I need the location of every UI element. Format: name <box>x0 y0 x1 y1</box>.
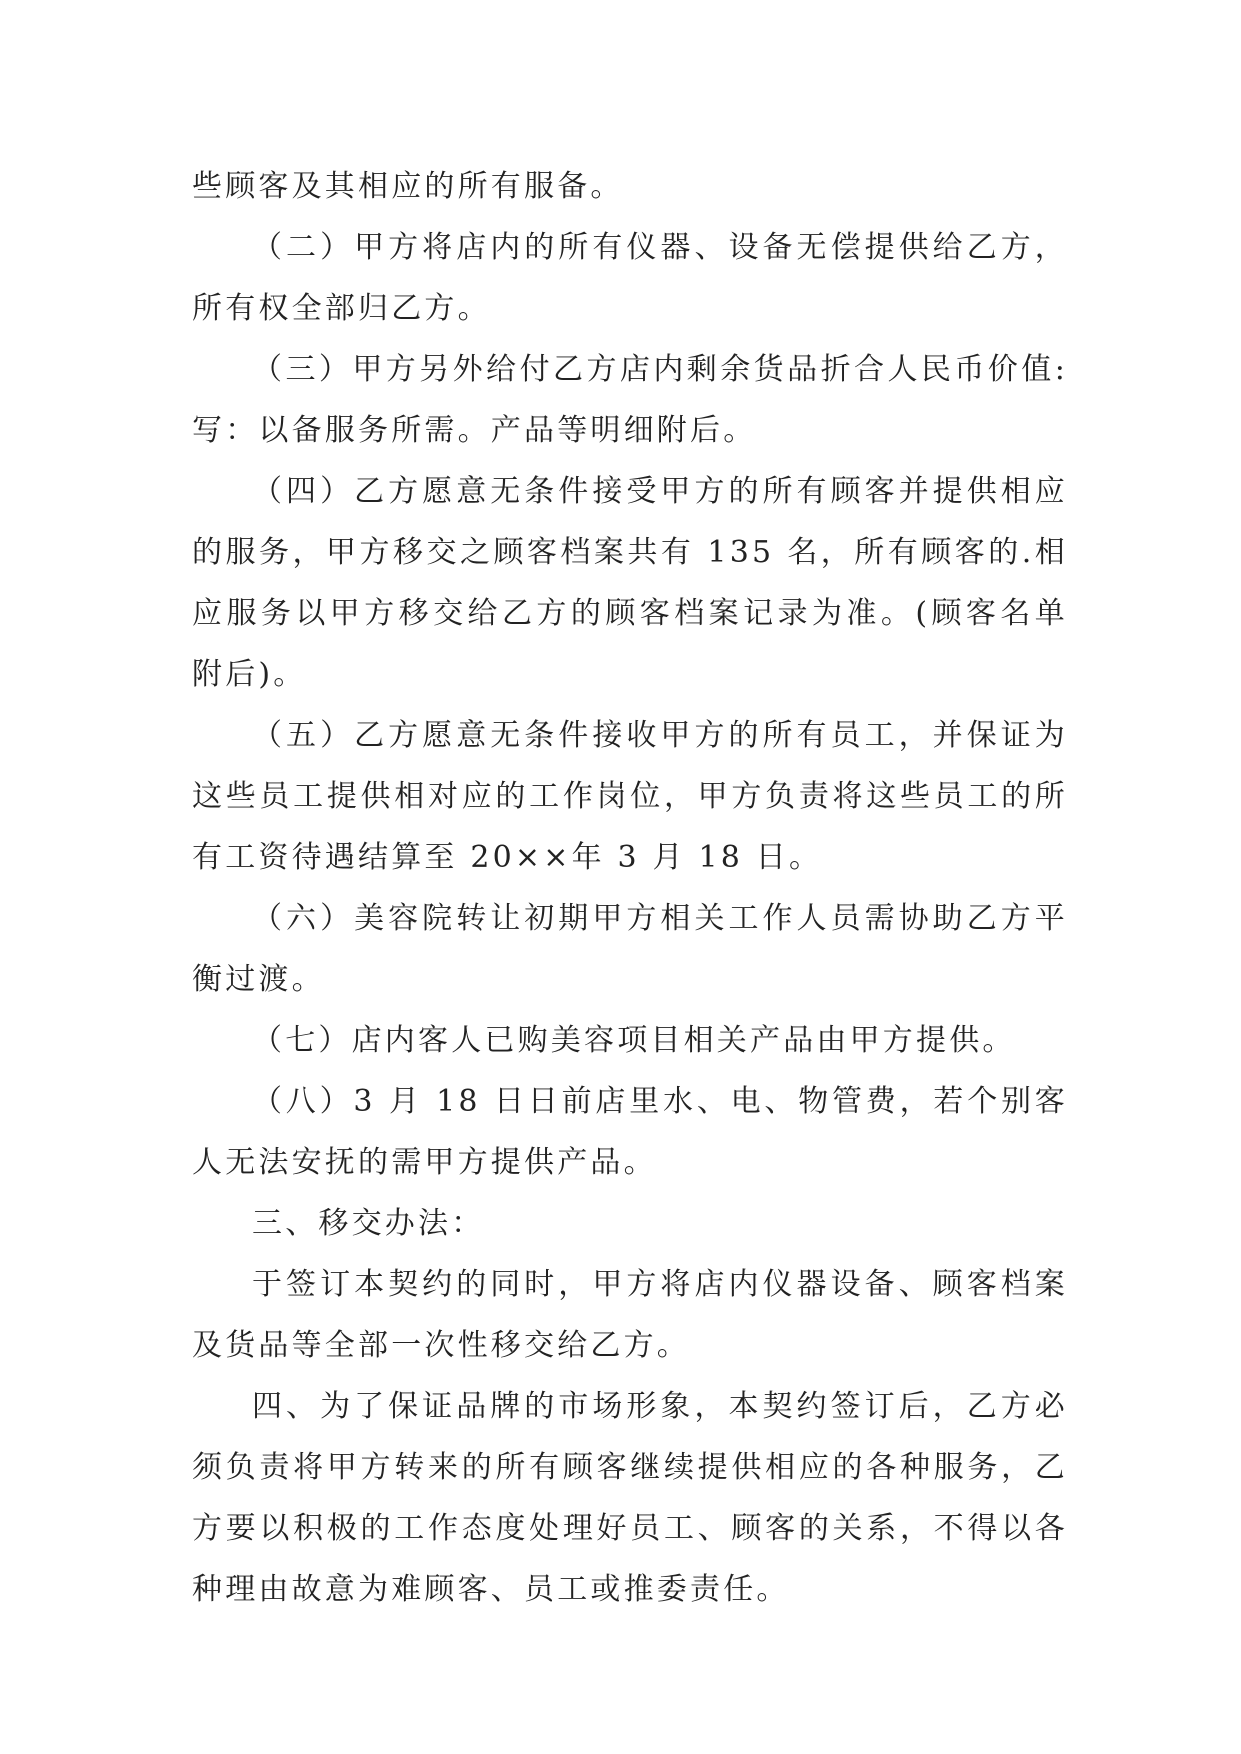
paragraph-handover: 于签订本契约的同时，甲方将店内仪器设备、顾客档案及货品等全部一次性移交给乙方。 <box>192 1267 1068 1363</box>
paragraph-clause-5: （五）乙方愿意无条件接收甲方的所有员工，并保证为这些员工提供相对应的工作岗位，甲方负责将这些员工的所有工资待遇结算至 20××年 3 月 18 日。 <box>192 718 1068 875</box>
section-heading-handover: 三、移交办法： <box>252 1206 485 1241</box>
paragraph-clause-2: （二）甲方将店内的所有仪器、设备无偿提供给乙方，所有权全部归乙方。 <box>192 230 1068 326</box>
paragraph-continuation: 些顾客及其相应的所有服备。 <box>192 169 624 204</box>
paragraph-section-4: 四、为了保证品牌的市场形象，本契约签订后，乙方必须负责将甲方转来的所有顾客继续提供相应的各种服务，乙方要以积极的工作态度处理好员工、顾客的关系，不得以各种理由故意为难顾客、员工或推委责任。 <box>192 1389 1068 1607</box>
document-body <box>192 156 1068 1620</box>
paragraph-clause-7: （七）店内客人已购美容项目相关产品由甲方提供。 <box>252 1023 1016 1058</box>
paragraph-clause-3: （三）甲方另外给付乙方店内剩余货品折合人民币价值:写：以备服务所需。产品等明细附后。 <box>192 352 1068 448</box>
paragraph-clause-6: （六）美容院转让初期甲方相关工作人员需协助乙方平衡过渡。 <box>192 901 1068 997</box>
paragraph-clause-4: （四）乙方愿意无条件接受甲方的所有顾客并提供相应的服务，甲方移交之顾客档案共有 135 名，所有顾客的.相应服务以甲方移交给乙方的顾客档案记录为准。(顾客名单附后)。 <box>192 474 1068 692</box>
paragraph-clause-8: （八）3 月 18 日日前店里水、电、物管费，若个别客人无法安抚的需甲方提供产品。 <box>192 1084 1068 1180</box>
